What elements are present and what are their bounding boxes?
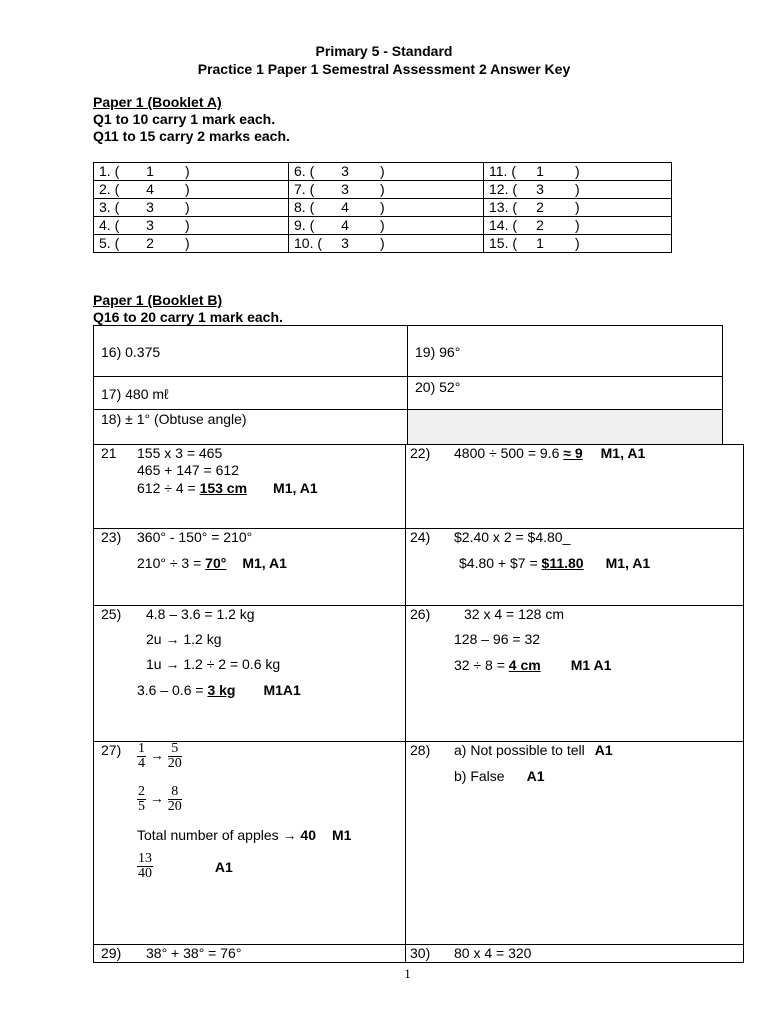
q22-answer: ≈ 9 [563,445,583,461]
answer-cell-16 [93,325,408,377]
q24-line-1: $2.40 x 2 = $4.80_ [454,529,571,545]
page-title: Primary 5 - Standard [315,43,453,59]
answer-choice: 1 [146,163,154,179]
booklet-a-answer-table [93,162,672,253]
answer-cell-21 [93,444,406,529]
question-number: 6. ( [294,163,315,179]
q28-a-mark: A1 [594,742,613,758]
q25-number: 25) [101,606,122,622]
mcq-answer-cell: 5. ( 2 ) [94,235,289,253]
q27-mark-m1: M1 [332,827,352,843]
answer-cell-28 [405,741,744,945]
answer-choice: 1 [536,235,544,251]
q27-line-2 [137,785,182,814]
answer-20: 20) 52° [415,379,461,395]
answer-choice: 2 [536,199,544,215]
answer-cell-30 [405,944,744,963]
q22-marks: M1, A1 [600,445,646,461]
answer-choice: 2 [146,235,154,251]
q26-number: 26) [410,606,431,622]
answer-19: 19) 96° [415,344,461,360]
table-row [94,199,672,217]
q30-number: 30) [410,945,431,961]
q23-line-2: 210° ÷ 3 = 70° M1, A1 [137,555,287,571]
q26-line-3: 32 ÷ 8 = 4 cm M1 A1 [454,657,612,673]
question-number: 14. ( [489,217,518,233]
booklet-b-heading: Paper 1 (Booklet B) [93,292,223,308]
q23-line-1: 360° - 150° = 210° [137,529,253,545]
q28-number: 28) [410,742,431,758]
answer-18: 18) ± 1° (Obtuse angle) [101,411,247,427]
question-number: 4. ( [99,217,120,233]
mcq-answer-cell: 11. ( 1 ) [484,163,672,181]
q27-line-3: Total number of apples → 40 M1 [137,827,352,843]
q27-mark-a1: A1 [214,858,233,875]
answer-choice: 3 [341,163,349,179]
mcq-answer-cell: 15. ( 1 ) [484,235,672,253]
q21-number: 21 [101,445,117,461]
answer-cell-24 [405,528,744,606]
question-number: 5. ( [99,235,120,251]
answer-cell-22 [405,444,744,529]
booklet-b-note: Q16 to 20 carry 1 mark each. [93,309,283,325]
page-subtitle: Practice 1 Paper 1 Semestral Assessment 2 Answer Key [197,61,571,77]
answer-17: 17) 480 mℓ [101,386,169,402]
q25-marks: M1A1 [263,682,301,698]
mcq-answer-cell: 9. ( 4 ) [289,217,484,235]
table-row [94,235,672,253]
fraction-13-40: $\frac{13}{40}$ [138,851,152,881]
answer-cell-17 [93,376,408,410]
fraction-1-4: $\frac{1}{4}$ [138,741,145,771]
answer-choice: 3 [341,181,349,197]
answer-choice: 1 [536,163,544,179]
q25-answer: 3 kg [207,682,236,698]
q27-line-1 [137,742,182,771]
answer-cell-18 [93,409,408,445]
answer-choice: 4 [341,217,349,233]
q25-line-4: 3.6 – 0.6 = 3 kg M1A1 [137,682,301,698]
answer-cell-25 [93,605,406,742]
question-number: 15. ( [489,235,518,251]
q24-number: 24) [410,529,431,545]
answer-choice: 3 [146,217,154,233]
q26-marks: M1 A1 [570,657,612,673]
table-row [94,181,672,199]
arrow-icon: → [149,747,164,764]
q27-total-value: 40 [300,827,316,843]
mcq-answer-cell: 2. ( 4 ) [94,181,289,199]
q21-line-3: 612 ÷ 4 = 153 cm M1, A1 [137,480,318,496]
answer-choice: 3 [146,199,154,215]
answer-cell-23 [93,528,406,606]
q23-number: 23) [101,529,122,545]
q25-line-1: 4.8 – 3.6 = 1.2 kg [146,606,255,622]
answer-choice: 2 [536,217,544,233]
mcq-answer-cell: 3. ( 3 ) [94,199,289,217]
question-number: 13. ( [489,199,518,215]
q22-line-1: 4800 ÷ 500 = 9.6 ≈ 9 M1, A1 [454,445,646,461]
page-number: 1 [404,966,411,981]
answer-cell-27 [93,741,406,945]
q28-b-mark: A1 [526,768,545,784]
q29-line-1: 38° + 38° = 76° [146,945,242,961]
mcq-answer-cell: 7. ( 3 ) [289,181,484,199]
q25-line-2: 2u → 1.2 kg [146,631,222,647]
mcq-answer-cell: 13. ( 2 ) [484,199,672,217]
mcq-answer-cell: 4. ( 3 ) [94,217,289,235]
question-number: 12. ( [489,181,518,197]
answer-choice: 4 [341,199,349,215]
answer-cell-19 [407,325,723,377]
q27-line-4 [137,852,233,881]
fraction-5-20: $\frac{5}{20}$ [167,741,182,771]
question-number: 9. ( [294,217,315,233]
empty-shaded-cell [407,409,723,445]
question-number: 1. ( [99,163,120,179]
booklet-a-note-2: Q11 to 15 carry 2 marks each. [93,128,290,144]
mcq-answer-cell: 12. ( 3 ) [484,181,672,199]
q21-line-1: 155 x 3 = 465 [137,445,223,461]
q21-line-2: 465 + 147 = 612 [137,462,239,478]
mcq-answer-cell: 1. ( 1 ) [94,163,289,181]
q24-marks: M1, A1 [605,555,651,571]
q26-line-1: 32 x 4 = 128 cm [464,606,565,622]
q30-line-1: 80 x 4 = 320 [454,945,532,961]
mcq-answer-cell: 8. ( 4 ) [289,199,484,217]
q24-answer: $11.80 [541,555,584,571]
question-number: 2. ( [99,181,120,197]
q23-marks: M1, A1 [242,555,287,571]
answer-choice: 3 [341,235,349,251]
fraction-8-20: $\frac{8}{20}$ [167,784,182,814]
answer-choice: 4 [146,181,154,197]
q28-part-a: a) Not possible to tell A1 [454,742,613,758]
arrow-icon: → [149,790,164,807]
answer-choice: 3 [536,181,544,197]
booklet-a-note-1: Q1 to 10 carry 1 mark each. [93,111,276,127]
answer-16: 16) 0.375 [101,344,161,360]
mcq-answer-cell: 6. ( 3 ) [289,163,484,181]
mcq-answer-cell: 10. ( 3 ) [289,235,484,253]
question-number: 10. ( [294,235,323,251]
question-number: 3. ( [99,199,120,215]
q21-marks: M1, A1 [273,480,318,496]
fraction-2-5: $\frac{2}{5}$ [138,784,145,814]
mcq-answer-cell: 14. ( 2 ) [484,217,672,235]
arrow-icon: → [282,827,297,843]
question-number: 8. ( [294,199,315,215]
table-row [94,163,672,181]
q23-answer: 70° [205,555,227,571]
q22-number: 22) [410,445,431,461]
q26-line-2: 128 – 96 = 32 [454,631,541,647]
answer-cell-26 [405,605,744,742]
question-number: 7. ( [294,181,315,197]
q29-number: 29) [101,945,122,961]
q26-answer: 4 cm [508,657,541,673]
q21-answer: 153 cm [199,480,248,496]
question-number: 11. ( [489,163,516,179]
q25-line-3: 1u → 1.2 ÷ 2 = 0.6 kg [146,656,281,672]
table-row [94,217,672,235]
answer-cell-20 [407,376,723,410]
q24-line-2: $4.80 + $7 = $11.80 M1, A1 [459,555,651,571]
q27-number: 27) [101,742,122,758]
booklet-a-heading: Paper 1 (Booklet A) [93,94,222,110]
answer-cell-29 [93,944,406,963]
q28-part-b: b) False A1 [454,768,545,784]
